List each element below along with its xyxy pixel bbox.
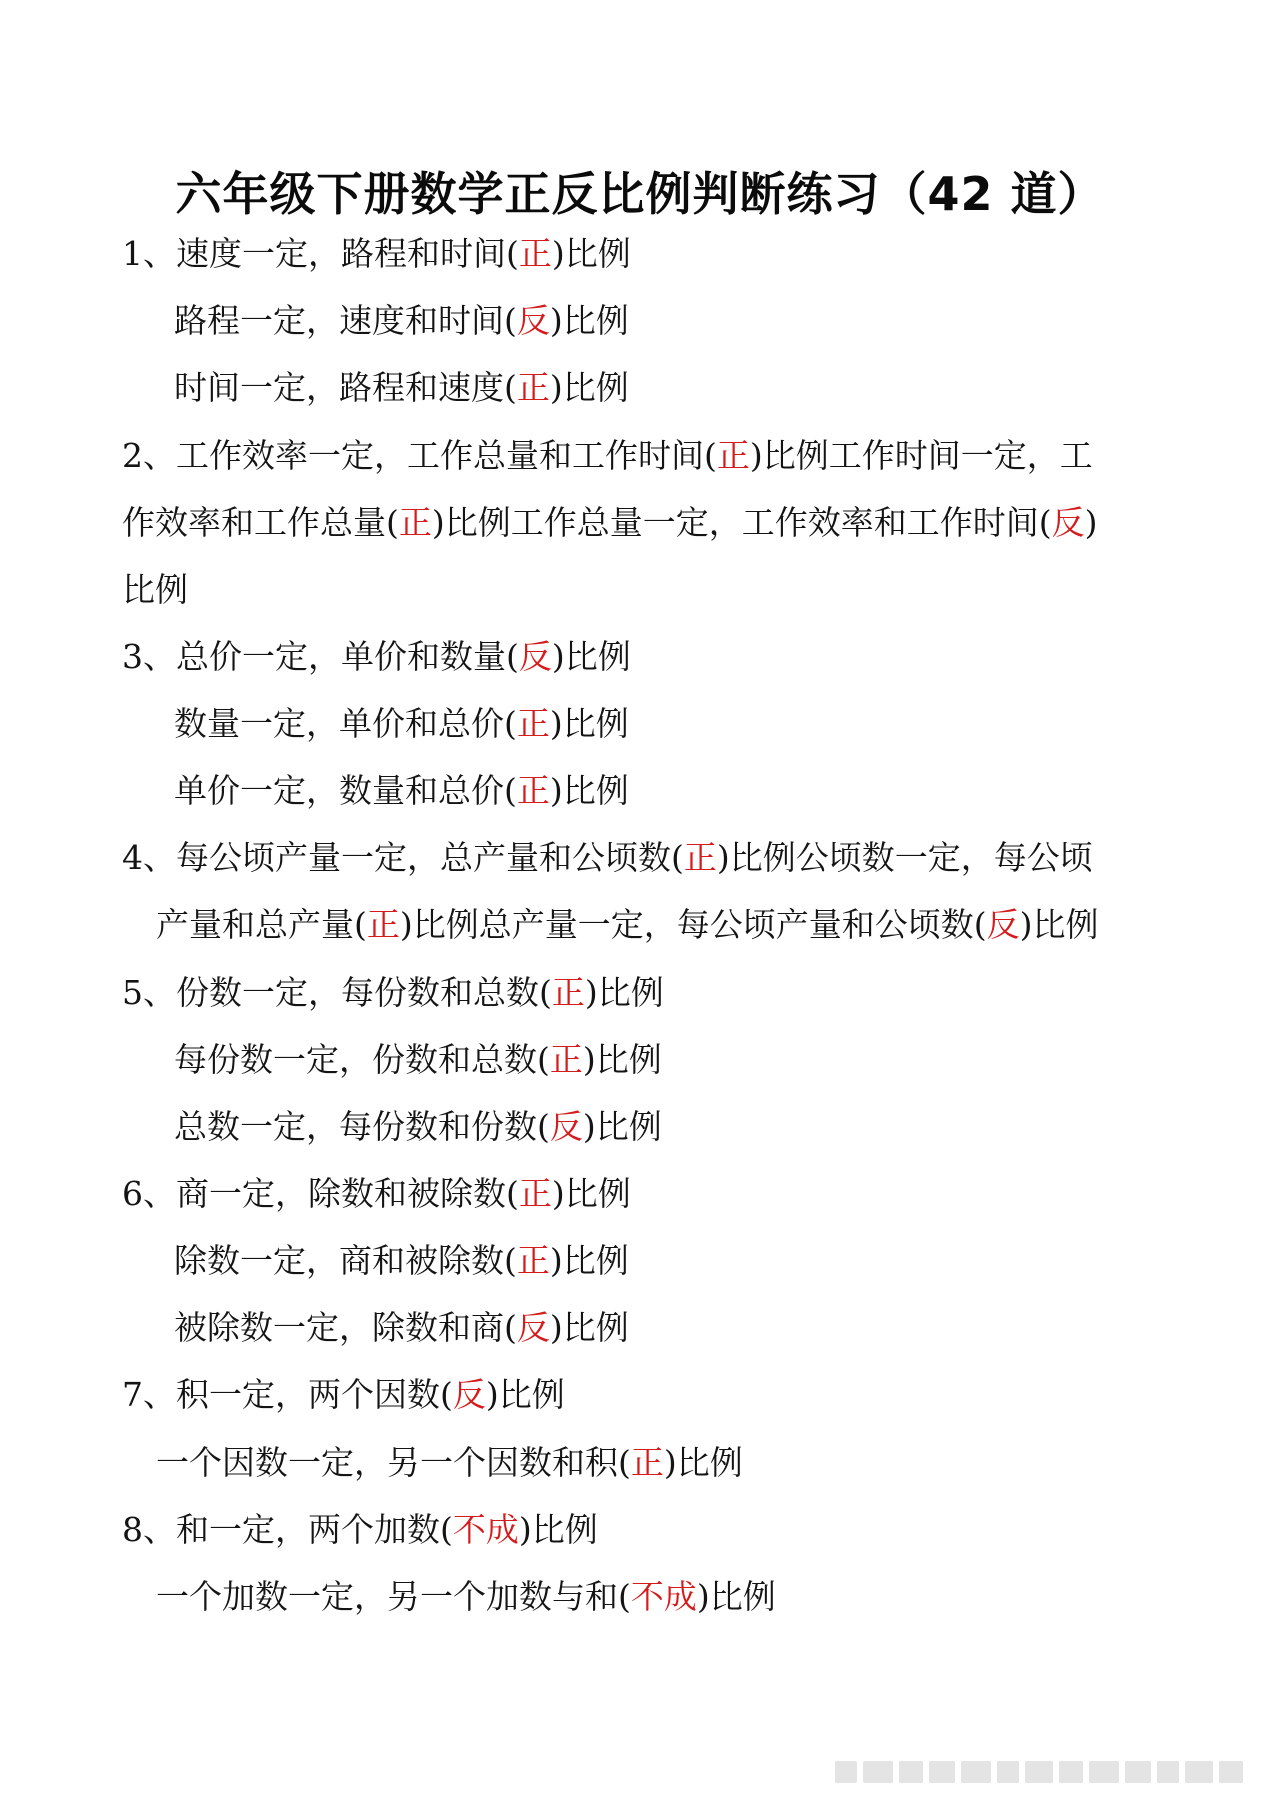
question-line-19 <box>156 1443 743 1483</box>
question-line-6 <box>122 570 188 610</box>
line-text: )比例总产量一定，每公顷产量和公顷数( <box>399 905 987 944</box>
line-text: 路程一定，速度和时间( <box>174 301 517 340</box>
line-text: )比例 <box>584 973 664 1012</box>
line-text: 1、速度一定，路程和时间( <box>122 234 519 273</box>
answer-text: 反 <box>516 301 550 340</box>
question-line-11 <box>156 905 1099 945</box>
line-text: )比例 <box>1019 905 1099 944</box>
answer-text: 正 <box>549 1040 583 1079</box>
line-text: 被除数一定，除数和商( <box>174 1308 517 1347</box>
question-line-17 <box>174 1308 629 1348</box>
answer-text: 反 <box>1051 503 1085 542</box>
line-text: 总数一定，每份数和份数( <box>174 1107 550 1146</box>
answer-text: 正 <box>516 771 550 810</box>
answer-text: 正 <box>398 503 432 542</box>
line-text: ) <box>1084 503 1098 542</box>
line-text: 7、积一定，两个因数( <box>122 1375 453 1414</box>
line-text: )比例工作时间一定，工 <box>749 436 1093 475</box>
line-text: 时间一定，路程和速度( <box>174 368 517 407</box>
page-title: 六年级下册数学正反比例判断练习（42 道） <box>175 167 1105 221</box>
question-line-3 <box>174 368 629 408</box>
answer-text: 正 <box>551 973 585 1012</box>
line-text: )比例 <box>696 1577 776 1616</box>
line-text: 4、每公顷产量一定，总产量和公顷数( <box>122 838 684 877</box>
line-text: )比例 <box>549 704 629 743</box>
question-line-7 <box>122 637 631 677</box>
line-text: )比例 <box>582 1040 662 1079</box>
question-line-1 <box>122 234 631 274</box>
question-line-8 <box>174 704 629 744</box>
line-text: 5、份数一定，每份数和总数( <box>122 973 552 1012</box>
question-line-15 <box>122 1174 631 1214</box>
line-text: 产量和总产量( <box>156 905 367 944</box>
line-text: 数量一定，单价和总价( <box>174 704 517 743</box>
line-text: )比例 <box>549 1308 629 1347</box>
question-line-4 <box>122 436 1093 476</box>
line-text: )比例 <box>551 637 631 676</box>
question-line-2 <box>174 301 629 341</box>
answer-text: 反 <box>986 905 1020 944</box>
line-text: 2、工作效率一定，工作总量和工作时间( <box>122 436 717 475</box>
watermark <box>835 1758 1260 1786</box>
answer-text: 不成 <box>630 1577 697 1616</box>
answer-text: 正 <box>518 1174 552 1213</box>
line-text: )比例 <box>551 234 631 273</box>
question-line-21 <box>156 1577 776 1617</box>
answer-text: 正 <box>630 1443 664 1482</box>
question-line-20 <box>122 1510 598 1550</box>
question-line-16 <box>174 1241 629 1281</box>
answer-text: 反 <box>518 637 552 676</box>
answer-text: 正 <box>516 704 550 743</box>
answer-text: 不成 <box>452 1510 519 1549</box>
line-text: )比例 <box>663 1443 743 1482</box>
question-line-14 <box>174 1107 662 1147</box>
question-line-5 <box>122 503 1098 543</box>
answer-text: 正 <box>366 905 400 944</box>
line-text: 一个加数一定，另一个加数与和( <box>156 1577 631 1616</box>
line-text: )比例 <box>549 771 629 810</box>
line-text: )比例 <box>518 1510 598 1549</box>
line-text: 6、商一定，除数和被除数( <box>122 1174 519 1213</box>
line-text: 比例 <box>122 570 188 609</box>
question-line-10 <box>122 838 1093 878</box>
line-text: )比例工作总量一定，工作效率和工作时间( <box>431 503 1052 542</box>
line-text: )比例 <box>551 1174 631 1213</box>
line-text: 3、总价一定，单价和数量( <box>122 637 519 676</box>
answer-text: 反 <box>452 1375 486 1414</box>
answer-text: 反 <box>516 1308 550 1347</box>
line-text: )比例 <box>549 1241 629 1280</box>
line-text: 除数一定，商和被除数( <box>174 1241 517 1280</box>
line-text: 8、和一定，两个加数( <box>122 1510 453 1549</box>
answer-text: 正 <box>683 838 717 877</box>
question-line-13 <box>174 1040 662 1080</box>
answer-text: 反 <box>549 1107 583 1146</box>
question-line-12 <box>122 973 664 1013</box>
answer-text: 正 <box>518 234 552 273</box>
line-text: )比例 <box>549 368 629 407</box>
question-line-9 <box>174 771 629 811</box>
answer-text: 正 <box>516 368 550 407</box>
line-text: 单价一定，数量和总价( <box>174 771 517 810</box>
answer-text: 正 <box>716 436 750 475</box>
line-text: 每份数一定，份数和总数( <box>174 1040 550 1079</box>
line-text: )比例 <box>582 1107 662 1146</box>
line-text: )比例 <box>485 1375 565 1414</box>
line-text: 作效率和工作总量( <box>122 503 399 542</box>
question-line-18 <box>122 1375 565 1415</box>
answer-text: 正 <box>516 1241 550 1280</box>
line-text: )比例 <box>549 301 629 340</box>
line-text: )比例公顷数一定，每公顷 <box>716 838 1093 877</box>
line-text: 一个因数一定，另一个因数和积( <box>156 1443 631 1482</box>
